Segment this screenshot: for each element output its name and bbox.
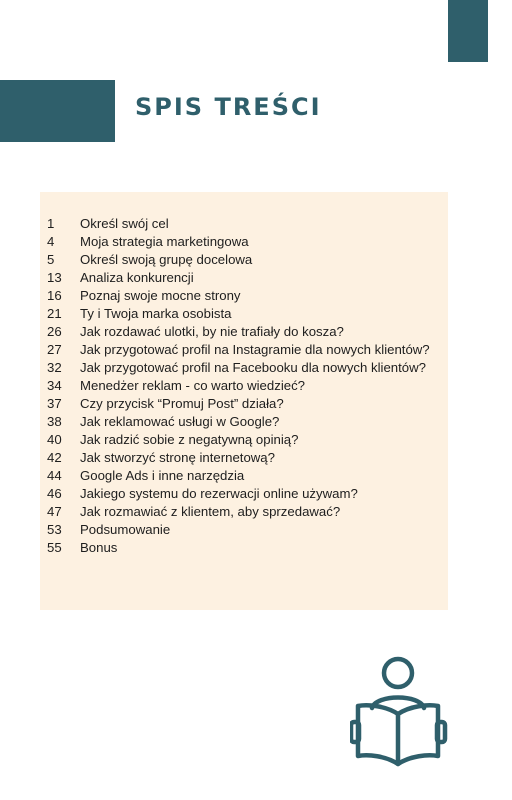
toc-entry xyxy=(47,485,447,503)
toc-entry-title: Ty i Twoja marka osobista xyxy=(80,306,232,321)
person-reading-book-icon xyxy=(350,656,450,768)
corner-decoration xyxy=(448,0,488,62)
toc-entry-title: Jakiego systemu do rezerwacji online używam? xyxy=(80,486,358,501)
toc-page-number: 55 xyxy=(47,540,62,555)
toc-page-number: 13 xyxy=(47,270,62,285)
toc-entry-title: Określ swoją grupę docelowa xyxy=(80,252,253,267)
toc-entry-title: Bonus xyxy=(80,540,118,555)
toc-page-number: 53 xyxy=(47,522,62,537)
toc-page-number: 16 xyxy=(47,288,62,303)
toc-entry-title: Google Ads i inne narzędzia xyxy=(80,468,245,483)
toc-entry xyxy=(47,341,447,359)
toc-page-number: 42 xyxy=(47,450,62,465)
toc-page-number: 32 xyxy=(47,360,62,375)
toc-page-number: 1 xyxy=(47,216,55,231)
toc-entry-title: Jak rozdawać ulotki, by nie trafiały do kosza? xyxy=(80,324,344,339)
toc-page-number: 37 xyxy=(47,396,62,411)
toc-entry xyxy=(47,467,447,485)
toc-entry-title: Jak reklamować usługi w Google? xyxy=(80,414,280,429)
toc-page-number: 46 xyxy=(47,486,62,501)
toc-entry-title: Jak radzić sobie z negatywną opinią? xyxy=(80,432,299,447)
toc-page-number: 47 xyxy=(47,504,62,519)
toc-entry xyxy=(47,503,447,521)
toc-entry xyxy=(47,305,447,323)
toc-entry xyxy=(47,269,447,287)
toc-entry xyxy=(47,395,447,413)
title-accent-bar xyxy=(0,80,115,142)
toc-entry-title: Jak stworzyć stronę internetową? xyxy=(80,450,275,465)
toc-entry-title: Określ swój cel xyxy=(80,216,169,231)
toc-entry xyxy=(47,251,447,269)
toc-entry-title: Moja strategia marketingowa xyxy=(80,234,249,249)
toc-entry xyxy=(47,431,447,449)
toc-list xyxy=(47,215,447,557)
toc-page-number: 38 xyxy=(47,414,62,429)
toc-entry xyxy=(47,377,447,395)
page-title: SPIS TREŚCI xyxy=(135,93,322,121)
toc-page-number: 44 xyxy=(47,468,62,483)
toc-entry xyxy=(47,233,447,251)
toc-entry xyxy=(47,449,447,467)
toc-entry xyxy=(47,521,447,539)
toc-entry xyxy=(47,539,447,557)
toc-page-number: 40 xyxy=(47,432,62,447)
toc-page-number: 21 xyxy=(47,306,62,321)
toc-page-number: 26 xyxy=(47,324,62,339)
toc-page-number: 27 xyxy=(47,342,62,357)
toc-entry-title: Jak rozmawiać z klientem, aby sprzedawać? xyxy=(80,504,341,519)
toc-entry-title: Jak przygotować profil na Facebooku dla nowych klientów? xyxy=(80,360,426,375)
toc-page-number: 4 xyxy=(47,234,55,249)
toc-entry-title: Poznaj swoje mocne strony xyxy=(80,288,241,303)
toc-page-number: 5 xyxy=(47,252,55,267)
toc-entry xyxy=(47,287,447,305)
toc-entry xyxy=(47,413,447,431)
toc-entry-title: Czy przycisk “Promuj Post” działa? xyxy=(80,396,284,411)
toc-entry xyxy=(47,359,447,377)
toc-entry-title: Analiza konkurencji xyxy=(80,270,194,285)
toc-entry-title: Jak przygotować profil na Instagramie dla nowych klientów? xyxy=(80,342,430,357)
toc-entry xyxy=(47,323,447,341)
toc-entry-title: Podsumowanie xyxy=(80,522,171,537)
toc-entry xyxy=(47,215,447,233)
toc-entry-title: Menedżer reklam - co warto wiedzieć? xyxy=(80,378,306,393)
toc-page-number: 34 xyxy=(47,378,62,393)
